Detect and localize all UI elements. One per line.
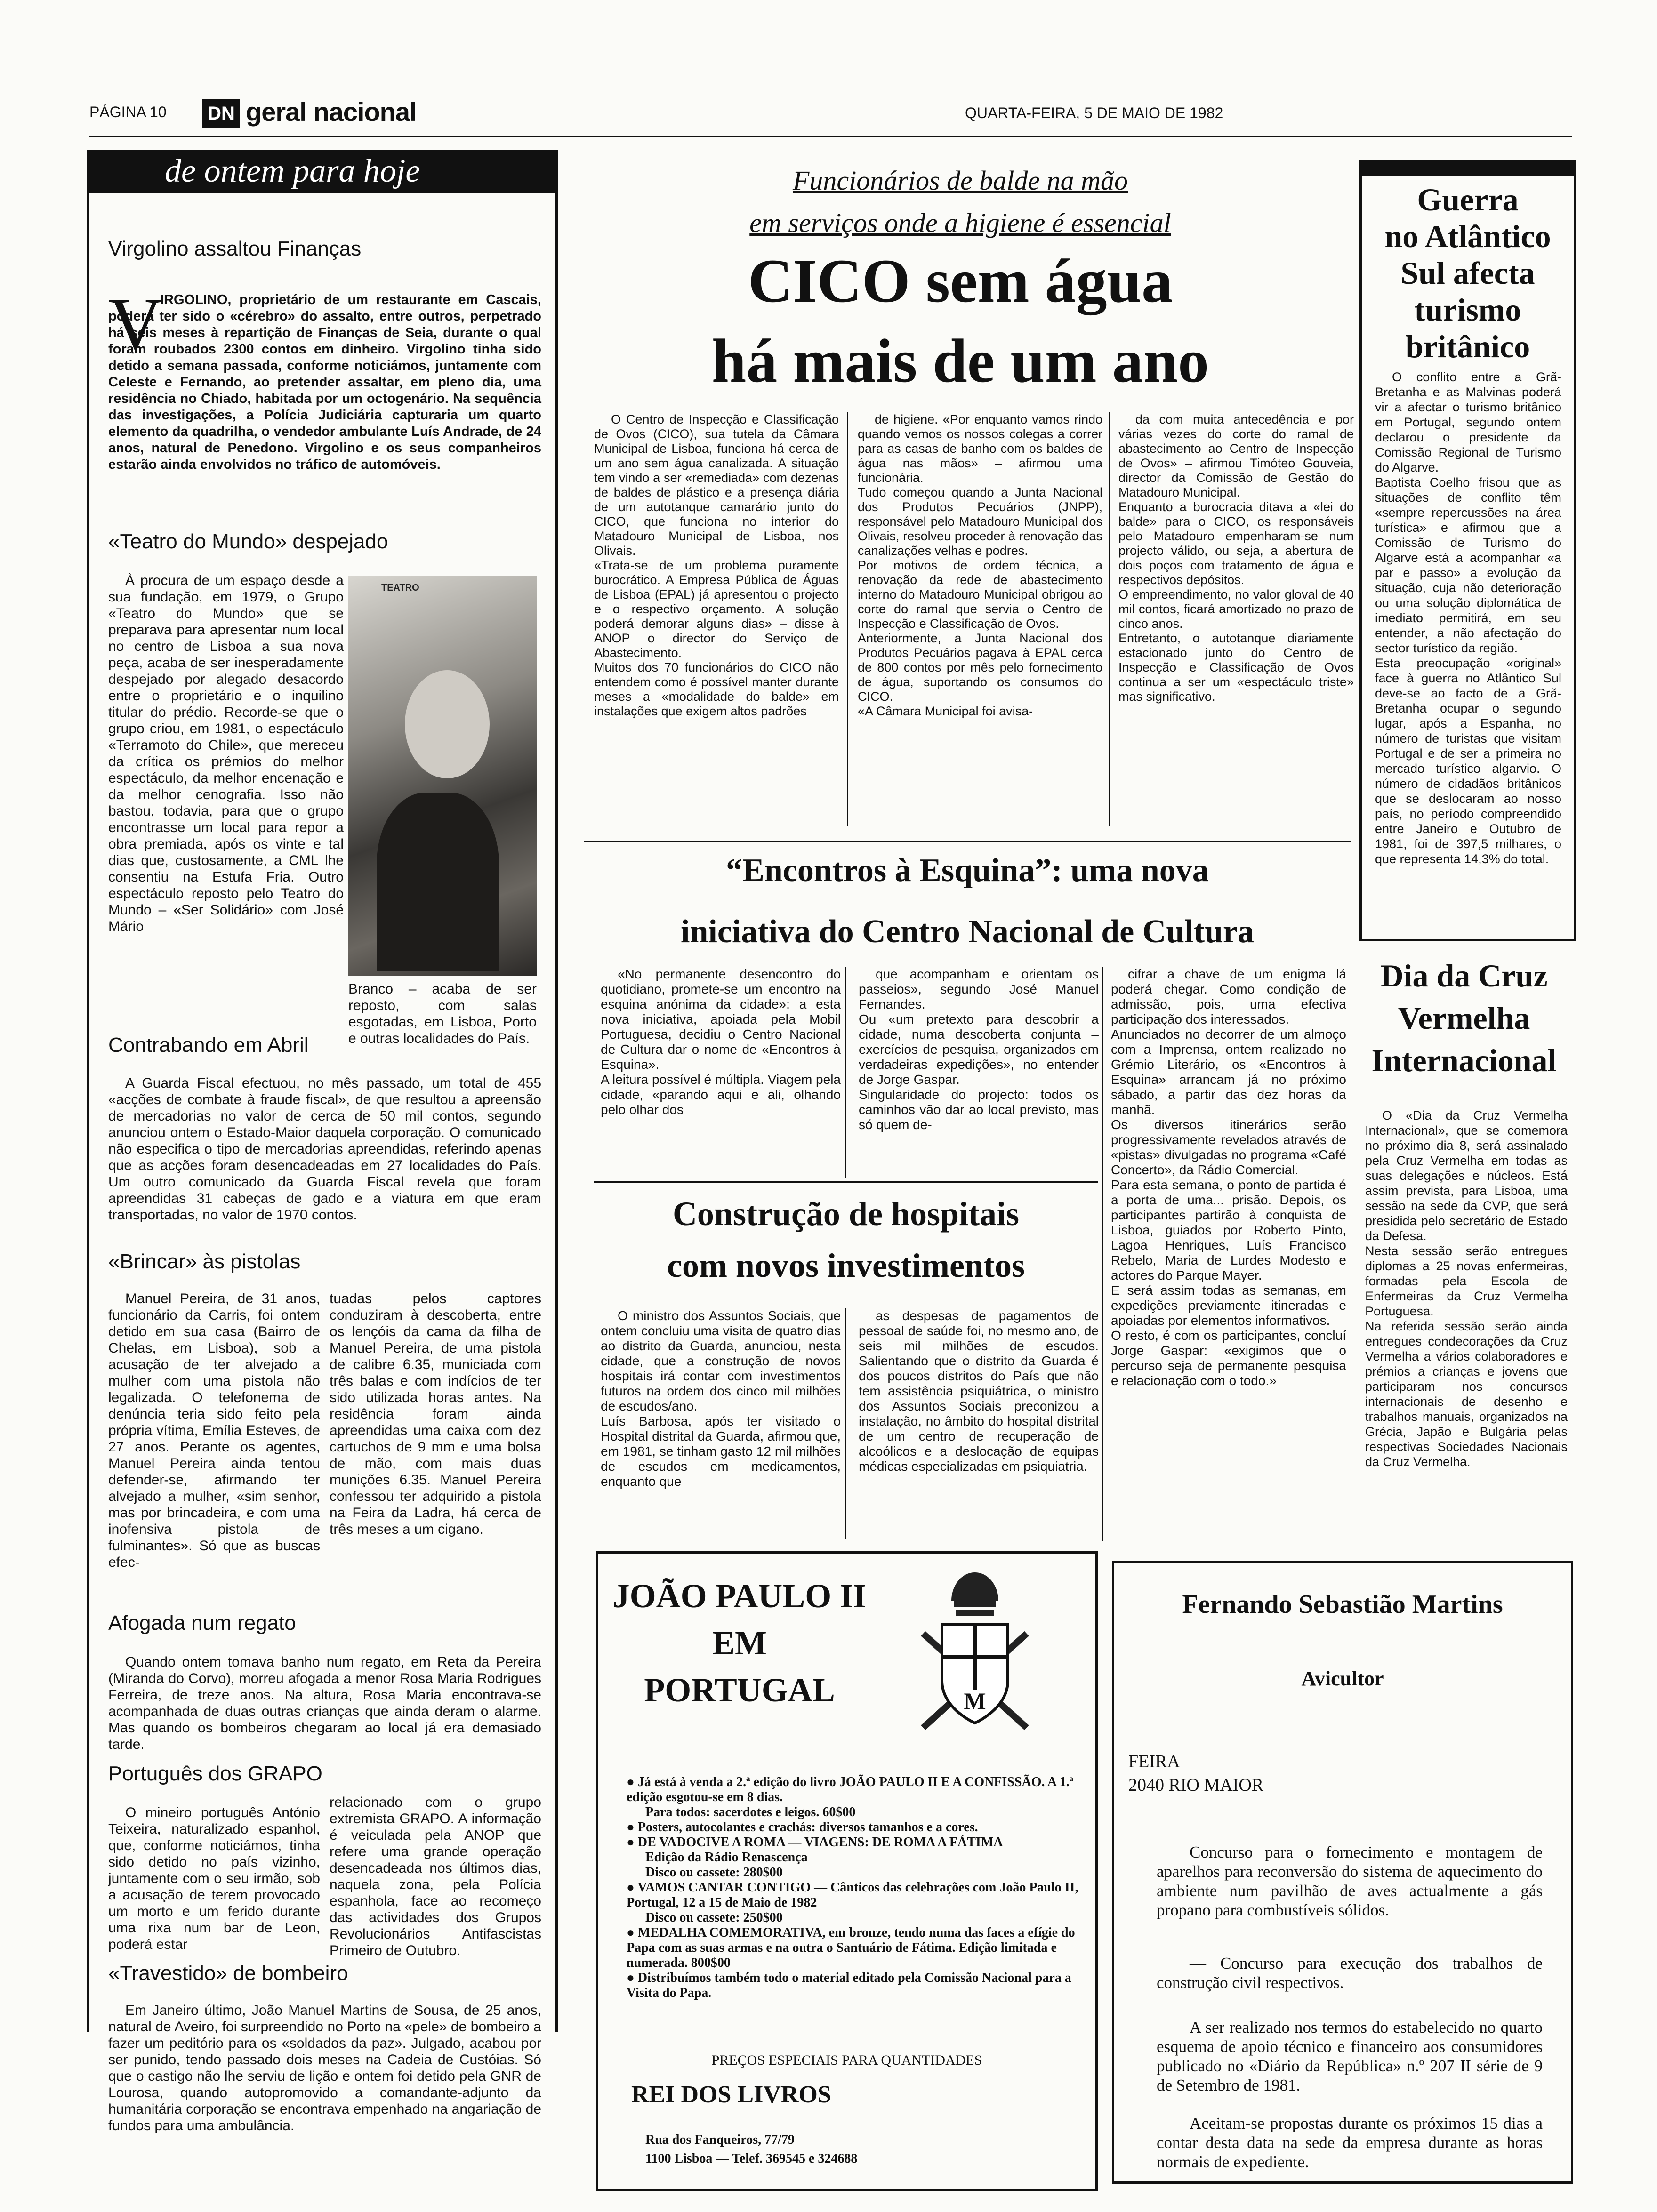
article-title-virgolino: Virgolino assaltou Finanças [108,237,362,260]
kicker-line-1: Funcionários de balde na mão [792,165,1128,196]
headline-cico-1: CICO sem água [748,246,1173,315]
ad-paragraph-3: A ser realizado nos termos do estabelecido no quarto esquema de apoio técnico e financeiro aos consumidores publicado no «Diário da República» n.º 207 II série de 9 de Setembro de 1981. [1157,2018,1543,2094]
article-title-pistolas: «Brincar» às pistolas [108,1250,301,1273]
page-number: PÁGINA 10 [89,104,167,120]
photo-figure-head [405,670,490,778]
headline-cruz-2: Vermelha [1398,1000,1530,1036]
headline-guerra-5: britânico [1405,329,1530,364]
ad-precos: PREÇOS ESPECIAIS PARA QUANTIDADES [711,2052,982,2068]
ad-item: ● VAMOS CANTAR CONTIGO — Cânticos das celebrações com João Paulo II, Portugal, 12 a 15 de Maio de 1982 [627,1880,1078,1910]
headline-hospitais-2: com novos investimentos [667,1247,1025,1284]
encontros-body-col3: cifrar a chave de um enigma lá poderá chegar. Como condição de admissão, pois, uma efectiva participação dos interessados. Anunciados no decorrer de um almoço com a Imprensa, ontem realizado no Grémio Literário, os «Encontros à Esquina» arrancam já no próximo sábado, a partir das dez horas da manhã. Os diversos itinerários serão progressivamente revelados através de «pistas» divulgadas no programa «Café Concerto», da Rádio Comercial. Para esta semana, o ponto de partida é a porta de uma... prisão. Depois, os participantes partirão à conquista de Lisboa, guiados por Roberto Pinto, Lagoa Henriques, Luís Francisco Rebelo, Maria de Lurdes Modesto e actores do Parque Mayer. E será assim todas as semanas, em expedições previamente itineradas e apoiadas por elementos informativos. O resto, é com os participantes, concluí Jorge Gaspar: «exigimos que o percurso seja de permanente pesquisa e relacionação com o todo.» [1111,967,1346,1388]
banner-title: de ontem para hoje [165,153,420,189]
article-body-grapo-col1: O mineiro português António Teixeira, naturalizado espanhol, que, conforme noticiámos, tinha sido detido no país vizinho, juntamente com o seu irmão, sob a acusação de terem provocado um morto e um ferido durante uma rixa num bar de Leon, poderá estar [108,1805,320,1952]
issue-date: QUARTA-FEIRA, 5 DE MAIO DE 1982 [965,104,1223,121]
ad-paragraph-1: Concurso para o fornecimento e montagem de aparelhos para reconversão do sistema de aquecimento do ambiente num pavilhão de aves actualmente a gás propano para combustíveis sólidos. [1157,1843,1543,1919]
article-title-teatro: «Teatro do Mundo» despejado [108,530,388,553]
column-rule [847,412,848,826]
ad-address-1: Rua dos Fanqueiros, 77/79 [645,2132,795,2147]
ad-fernando-martins [1112,1561,1573,2184]
ad-item: ● DE VADOCIVE A ROMA — VIAGENS: DE ROMA A FÁTIMA [627,1835,1003,1850]
ad-item: ● Já está à venda a 2.ª edição do livro JOÃO PAULO II E A CONFISSÃO. A 1.ª edição esgotou-se em 8 dias. [627,1775,1073,1804]
headline-encontros-1: “Encontros à Esquina”: uma nova [726,852,1209,889]
article-body-contrabando: A Guarda Fiscal efectuou, no mês passado, um total de 455 «acções de combate à fraude fiscal», de que resultou a apreensão de mercadorias no valor de cerca de 50 mil contos, segundo anunciou ontem o Estado-Maior daquela corporação. O comunicado não especifica o tipo de mercadorias apreendidas, referindo apenas que as acções foram desencadeadas em 27 localidades do País. Um outro comunicado da Guarda Fiscal revela que foram apreendidas 31 cabeças de gado e a viatura em que eram transportadas, no valor de 1970 contos. [108,1075,541,1223]
drop-cap: V [108,282,163,366]
column-banner [89,150,555,193]
column-rule [1109,412,1110,826]
guerra-box [1359,160,1576,941]
ad-paragraph-2: — Concurso para execução dos trabalhos de construção civil respectivos. [1157,1954,1543,1992]
article-body-pistolas-col2: tuadas pelos captores conduziram à descoberta, entre os lençóis da cama da filha de Manuel Pereira, de uma pistola de calibre 6.35, municiada com três balas e com indícios de ter sido utilizada horas antes. Na residência foram ainda apreendidas uma caixa com dez cartuchos de 9 mm e uma bolsa de mão, com mais duas munições 6.35. Manuel Pereira confessou ter adquirido a pistola na Feira da Ladra, há cerca de três meses a um cigano. [330,1291,541,1537]
ad-item-sub: Disco ou cassete: 250$00 [645,1910,783,1925]
article-body-afogada: Quando ontem tomava banho num regato, em Reta da Pereira (Miranda do Corvo), morreu afogada a menor Rosa Maria Rodrigues Ferreira, de treze anos. Na altura, Rosa Maria encontrava-se acompanhada de duas outras crianças que ainda deram o alarme. Mas quando os bombeiros chegaram ao local já era demasiado tarde. [108,1654,541,1752]
ad-item-list [627,1775,1078,2001]
headline-cico-2: há mais de um ano [711,326,1209,395]
headline-cruz-1: Dia da Cruz [1380,958,1548,994]
encontros-body-col1: «No permanente desencontro do quotidiano, promete-se um encontro na esquina anónima da cidade»: a esta nova iniciativa, apoiada pela Mobil Portuguesa, decidiu o Centro Nacional de Cultura dar o nome de «Encontros à Esquina». A leitura possível é múltipla. Viagem pela cidade, «parando aqui e ali, olhando pelo olhar dos [601,967,841,1117]
cico-body-col1: O Centro de Inspecção e Classificação de Ovos (CICO), sua tutela da Câmara Municipal de Lisboa, funciona há cerca de um ano sem água canalizada. A situação tem vindo a ser «remediada» com dezenas de baldes de plástico e a presença diária de um autotanque camarário junto do CICO, que funciona no interior do Matadouro Municipal de Lisboa, nos Olivais. «Trata-se de um problema puramente burocrático. A Empresa Pública de Águas de Lisboa (EPAL) já apresentou o projecto e o respectivo orçamento. A solução poderá demorar alguns dias» – disse à ANOP o director do Serviço de Abastecimento. Muitos dos 70 funcionários do CICO não entendem como é possível manter durante meses a «modalidade do balde» em instalações que exigem altos padrões [594,412,839,718]
headline-cruz-3: Internacional [1371,1042,1557,1078]
section-rule [584,841,1351,842]
hospitais-body-col1: O ministro dos Assuntos Sociais, que ontem concluiu uma visita de quatro dias ao distrito da Guarda, anunciou, nesta cidade, que a construção de novos hospitais irá contar com investimentos futuros na ordem dos cinco mil milhões de escudos/ano. Luís Barbosa, após ter visitado o Hospital distrital da Guarda, afirmou que, em 1981, se tinham gasto 12 mil milhões de escudos em medicamentos, enquanto que [601,1308,841,1489]
ad-paragraph-4: Aceitam-se propostas durante os próximos 15 dias a contar desta data na sede da empresa durante as horas normais de expediente. [1157,2114,1543,2171]
kicker-line-2: em serviços onde a higiene é essencial [749,208,1171,238]
column-rule [845,967,846,1178]
article-title-travestido: «Travestido» de bombeiro [108,1962,348,1985]
hospitais-body-col2: as despesas de pagamentos de pessoal de saúde foi, no mesmo ano, de seis mil milhões de escudos. Salientando que o distrito da Guarda é dos poucos distritos do País que não tem assistência psiquiátrica, o ministro dos Assuntos Sociais preconizou a instalação, no âmbito do hospital distrital de um centro de recuperação de alcoólicos e a deslocação de equipas médicas especializadas em psiquiatria. [859,1308,1099,1474]
article-body-teatro-col1: À procura de um espaço desde a sua fundação, em 1979, o Grupo «Teatro do Mundo» que se preparava para apresentar num local no centro de Lisboa a sua nova peça, acaba de ser inesperadamente despejado por alegado desacordo entre o proprietário e o inquilino titular do prédio. Recorde-se que o grupo criou, em 1981, o espectáculo «Terramoto do Chile», que mereceu da crítica os prémios do melhor espectáculo, da melhor encenação e da melhor cenografia. Isso não bastou, todavia, para que o grupo encontrasse um local para repor a obra premiada, após os vinte e tal dias que, custosamente, a CML lhe consentiu na Estufa Fria. Outro espectáculo reposto pelo Teatro do Mundo – «Ser Solidário» com José Mário [108,573,344,934]
papal-coat-of-arms-icon [904,1568,1046,1737]
headline-guerra-3: Sul afecta [1400,255,1535,291]
headline-guerra-4: turismo [1414,292,1521,328]
ad-item: ● Distribuímos também todo o material editado pela Comissão Nacional para a Visita do Papa. [627,1971,1071,2000]
column-rule [1102,967,1103,1541]
ad-item-sub: Edição da Rádio Renascença [645,1850,808,1865]
ad-item-sub: Disco ou cassete: 280$00 [645,1865,783,1880]
column-rule [845,1308,846,1539]
encontros-body-col2: que acompanham e orientam os passeios», segundo José Manuel Fernandes. Ou «um pretexto para descobrir a cidade, numa descoberta conjunta – exercícios de pesquisa, organizados em verdadeiras expedições», no entender de Jorge Gaspar. Singularidade do projecto: todos os caminhos vão dar ao local previsto, mas só quem de- [859,967,1099,1132]
theatre-photo [348,576,537,976]
ad-title-3: PORTUGAL [644,1671,835,1709]
left-column [87,150,558,2133]
svg-text:M: M [964,1688,986,1714]
article-title-afogada: Afogada num regato [108,1611,296,1635]
photo-figure-body [377,793,499,971]
article-title-grapo: Português dos GRAPO [108,1762,322,1785]
cico-body-col2: de higiene. «Por enquanto vamos rindo quando vemos os nossos colegas a correr para as casas de banho com os baldes de água nas mãos» – afirmou uma funcionária. Tudo começou quando a Junta Nacional dos Produtos Pecuários (JNPP), responsável pelo Matadouro Municipal dos Olivais, resolveu proceder à renovação das canalizações velhas e podres. Por motivos de ordem técnica, a renovação da rede de abastecimento interno do Matadouro Municipal obrigou ao corte do ramal que servia o Centro de Inspecção e Classificação de Ovos. Anteriormente, a Junta Nacional dos Produtos Pecuários pagava à EPAL cerca de 800 contos por mês pelo fornecimento de água, suportando os consumos do CICO. «A Câmara Municipal foi avisa- [858,412,1102,718]
ad-item: ● Posters, autocolantes e crachás: diversos tamanhos e a cores. [627,1820,978,1835]
section-rule [594,1181,1098,1183]
article-title-contrabando: Contrabando em Abril [108,1034,309,1057]
ad-joao-paulo [596,1551,1098,2191]
ad-title-2: EM [712,1624,767,1662]
headline-encontros-2: iniciativa do Centro Nacional de Cultura [681,914,1254,950]
ad-title-1: JOÃO PAULO II [612,1577,867,1615]
ad-store-name: REI DOS LIVROS [631,2081,831,2108]
newspaper-logo: DN [202,99,240,128]
headline-guerra-2: no Atlântico [1384,218,1551,254]
article-body-travestido: Em Janeiro último, João Manuel Martins de Sousa, de 25 anos, natural de Aveiro, foi surpreendido no Porto na «pele» de bombeiro a fazer um peditório para os «soldados da paz». Julgado, acabou por ser punido, tendo passado dois meses na Cadeia de Custóias. Só que o castigo não lhe serviu de lição e ontem foi detido pela GNR de Lourosa, quando autopromovido a comandante-adjunto da humanitária corporação se encontrava empenhado na angariação de fundos para uma ambulância. [108,2003,541,2133]
ad-city-1: FEIRA [1128,1752,1180,1771]
header-rule [89,136,1572,137]
cruz-body: O «Dia da Cruz Vermelha Internacional», que se comemora no próximo dia 8, será assinalado pela Cruz Vermelha em todas as suas delegações e núcleos. Está assim prevista, para Lisboa, uma sessão na sede da CVP, que será presidida pelo secretário de Estado da Defesa. Nesta sessão serão entregues diplomas a 25 novas enfermeiras, formadas pela Escola de Enfermeiras da Cruz Vermelha Portuguesa. Na referida sessão serão ainda entregues condecorações da Cruz Vermelha a vários colaboradores e prémios a crianças e jovens que participaram nos concursos internacionais de desenho e trabalhos manuais, organizados na Grécia, Japão e Bulgária pelas respectivas Sociedades Nacionais da Cruz Vermelha. [1365,1108,1568,1469]
ad-item: ● MEDALHA COMEMORATIVA, em bronze, tendo numa das faces a efígie do Papa com as suas armas e na outra o Santuário de Fátima. Edição limitada e numerada. 800$00 [627,1925,1075,1970]
section-title: geral nacional [246,97,417,127]
headline-hospitais-1: Construção de hospitais [672,1195,1020,1233]
guerra-body: O conflito entre a Grã-Bretanha e as Malvinas poderá vir a afectar o turismo britânico em Portugal, segundo ontem declarou o presidente da Comissão Regional de Turismo do Algarve. Baptista Coelho frisou que as situações de conflito têm «sempre repercussões na área turística» e afirmou que a Comissão de Turismo do Algarve está a acompanhar «a par e passo» a evolução da situação, cuja não deterioração ou uma solução diplomática de imediato permitirá, em seu entender, a não afectação do sector turístico da região. Esta preocupação «original» face à guerra no Atlântico Sul deve-se ao facto de a Grã-Bretanha ocupar o segundo lugar, após a Espanha, no número de turistas que visitam Portugal e de ser a primeira no mercado turístico algarvio. O número de cidadãos britânicos que se deslocaram ao nosso país, no período compreendido entre Janeiro e Outubro de 1981, foi de 397,5 milhares, o que representa 14,3% do total. [1375,370,1561,866]
headline-guerra-1: Guerra [1417,182,1519,217]
ad-city-2: 2040 RIO MAIOR [1128,1775,1264,1795]
box-top-bar [1362,162,1574,176]
ad-company-name: Fernando Sebastião Martins [1182,1590,1503,1619]
photo-sign: TEATRO [381,583,419,593]
article-body-grapo-col2: relacionado com o grupo extremista GRAPO. A informação é veiculada pela ANOP que refere uma grande operação desencadeada nos últimos dias, naquela zona, pela Polícia espanhola, face ao recomeço das actividades dos Grupos Revolucionários Antifascistas Primeiro de Outubro. [330,1795,541,1958]
ad-company-role: Avicultor [1301,1667,1384,1690]
article-body-pistolas-col1: Manuel Pereira, de 31 anos, funcionário da Carris, foi ontem detido em sua casa (Bairro de Chelas, em Lisboa), sob a acusação de ter alvejado a mulher com uma pistola não legalizada. O telefonema de denúncia teria sido feito pela própria vítima, Emília Esteves, de 27 anos. Perante os agentes, Manuel Pereira ainda tentou defender-se, afirmando ter alvejado a mulher, «sim senhor, mas por brincadeira, e com uma inofensiva pistola de fulminantes». Só que as buscas efec- [108,1291,320,1570]
ad-address-2: 1100 Lisboa — Telef. 369545 e 324688 [645,2151,858,2166]
ad-item-sub: Para todos: sacerdotes e leigos. 60$00 [645,1805,856,1819]
article-body-virgolino: IRGOLINO, proprietário de um restaurante em Cascais, poderá ter sido o «cérebro» do assalto, entre outros, perpetrado há seis meses à repartição de Finanças de Seia, durante o qual foram roubados 2300 contos em dinheiro. Virgolino tinha sido detido a semana passada, conforme noticiámos, juntamente com Celeste e Fernando, ao pretender assaltar, em pleno dia, uma residência no Chiado, habitada por um octogenário. Na sequência das investigações, a Polícia Judiciária capturaria um quarto elemento da quadrilha, o vendedor ambulante Luís Andrade, de 24 anos, natural de Penedono. Virgolino e os seus companheiros estarão ainda envolvidos no tráfico de automóveis. [108,292,541,472]
cico-body-col3: da com muita antecedência e por várias vezes do corte do ramal de abastecimento ao Centro de Inspecção de Ovos» – afirmou Timóteo Gouveia, director da Comissão de Gestão do Matadouro Municipal. Enquanto a burocracia ditava a «lei do balde» para o CICO, os responsáveis pelo Matadouro empenharam-se num projecto válido, ou seja, a abertura de dois poços com tratamento de água e respectivos depósitos. O empreendimento, no valor gloval de 40 mil contos, ficará amortizado no prazo de cinco anos. Entretanto, o autotanque diariamente estacionado junto do Centro de Inspecção e Classificação de Ovos continua a ser um «espectáculo triste» mas significativo. [1118,412,1354,704]
article-body-teatro-col2: Branco – acaba de ser reposto, com salas esgotadas, em Lisboa, Porto e outras localidades do País. [348,981,537,1046]
